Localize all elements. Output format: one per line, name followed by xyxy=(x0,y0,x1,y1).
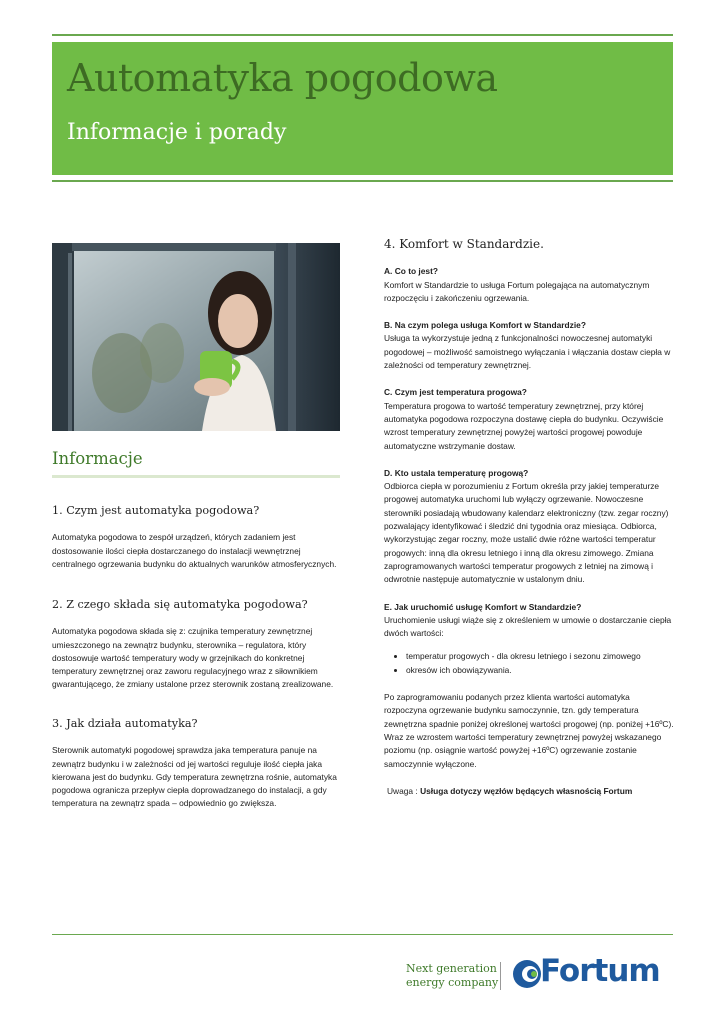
qa-item-b xyxy=(384,319,674,372)
qa-question: A. Co to jest? xyxy=(384,266,438,277)
header-bottom-rule xyxy=(52,180,673,182)
info-body: Automatyka pogodowa składa się z: czujnika temperatury zewnętrznej umieszczonego na zewnątrz budynku, sterownika – regulatora, który dostosowuje wartość temperatury wody w grzejnikach do konkretnej temperatury zewnętrznej oraz zaworu regulacyjnego wraz z siłownikiem gwarantującego, że zmiany ustalone przez sterownik zostaną zrealizowane. xyxy=(52,626,334,690)
header-banner xyxy=(52,42,673,175)
bullet-list xyxy=(384,650,674,677)
note-text: Usługa dotyczy węzłów będących własnością Fortum xyxy=(420,785,633,796)
qa-question: C. Czym jest temperatura progowa? xyxy=(384,387,527,398)
logo-wordmark: Fortum xyxy=(540,953,660,989)
info-item-2 xyxy=(52,598,340,692)
tagline-line-2: energy company xyxy=(406,976,499,989)
section-divider xyxy=(52,475,340,478)
tagline-line-1: Next generation xyxy=(406,962,497,975)
qa-question: B. Na czym polega usługa Komfort w Standardzie? xyxy=(384,320,586,331)
list-item: • okresów ich obowiązywania. xyxy=(406,664,674,677)
note-label: Uwaga : xyxy=(387,785,421,796)
qa-item-e xyxy=(384,601,674,641)
qa-answer: Temperatura progowa to wartość temperatury zewnętrznej, przy której automatyka pogodowa rozpoczyna dostawę ciepła do budynku. Oczywiście wzrost temperatury zewnętrznej powyżej wartości progowej powoduje automatyczne wstrzymanie dostaw. xyxy=(384,400,664,451)
info-heading: 2. Z czego składa się automatyka pogodowa? xyxy=(52,598,308,611)
qa-item-d xyxy=(384,467,674,587)
note xyxy=(384,785,674,798)
woman-with-mug-photo xyxy=(52,243,340,431)
info-item-1 xyxy=(52,504,340,571)
qa-question: D. Kto ustala temperaturę progową? xyxy=(384,467,529,478)
qa-answer: Komfort w Standardzie to usługa Fortum polegająca na automatycznym rozpoczęciu i zakończeniu ogrzewania. xyxy=(384,279,650,303)
info-heading: 3. Jak działa automatyka? xyxy=(52,717,198,730)
info-heading: 1. Czym jest automatyka pogodowa? xyxy=(52,504,260,517)
qa-answer: Odbiorca ciepła w porozumieniu z Fortum określa przy jakiej temperaturze progowej automatyka uruchomi lub wyłączy ogrzewanie. Nowoczesne sterowniki posiadają wbudowany kalendarz elektroniczny (tzw. zegar roczny) pozwalający identyfikować i śledzić dni tygodnia oraz miesiąca. Odbiorca, wykorzystując zegar roczny, może ustalić dwie różne wartości temperatur progowych: inną dla okresu letniego i inną dla okresu zimowego. Zmiana zaprogramowanych wartości temperatur progowych z letniej na zimową i odwrotnie następuje automatycznie w ustalonym dniu. xyxy=(384,481,669,585)
info-body: Automatyka pogodowa to zespół urządzeń, których zadaniem jest dostosowanie ilości ciepła dostarczanego do instalacji wewnętrznej centralnego ogrzewania budynku do aktualnych warunków atmosferycznych. xyxy=(52,532,337,569)
komfort-heading: 4. Komfort w Standardzie. xyxy=(384,237,544,251)
qa-item-c xyxy=(384,386,674,452)
qa-answer: Usługa ta wykorzystuje jedną z funkcjonalności nowoczesnej automatyki pogodowej – możliwość samoistnego wyłączania i włączania dostaw ciepła w zależności od temperatury zewnętrznej. xyxy=(384,333,671,371)
komfort-section xyxy=(384,238,674,798)
footer-rule xyxy=(52,934,673,935)
footer-tagline xyxy=(406,962,498,990)
closing-paragraph: Po zaprogramowaniu podanych przez klienta wartości automatyka rozpoczyna ogrzewanie budynku samoczynnie, tzn. gdy temperatura zewnętrzna spadnie poniżej określonej wartości progowej (np. poniżej +16ºC). Wraz ze wzrostem wartości temperatury zewnętrznej powyżej wskazanego poziomu (np. osiągnie wartość powyżej +16ºC) ogrzewanie zostanie samoczynnie wyłączone. xyxy=(384,692,674,769)
section-title: Informacje xyxy=(52,449,143,468)
info-body: Sterownik automatyki pogodowej sprawdza jaka temperatura panuje na zewnątrz budynku i w zależności od jej wartości reguluje ilość ciepła jaka kierowana jest do budynku. Gdy temperatura zewnętrzna rośnie, automatyka pogodowa ogranicza przepływ ciepła doprowadzanego do instalacji, a gdy temperatura na zewnątrz spada – odpowiednio go zwiększa. xyxy=(52,745,337,809)
qa-question: E. Jak uruchomić usługę Komfort w Standardzie? xyxy=(384,601,582,612)
footer-separator xyxy=(500,962,501,990)
page-title: Automatyka pogodowa xyxy=(67,56,498,100)
top-rule xyxy=(52,34,673,36)
qa-answer: Uruchomienie usługi wiąże się z określeniem w umowie o dostarczanie ciepła dwóch wartości: xyxy=(384,614,672,639)
fortum-logo-icon xyxy=(512,956,542,997)
qa-item-a xyxy=(384,265,674,305)
list-item: • temperatur progowych - dla okresu letniego i sezonu zimowego xyxy=(406,650,674,663)
info-item-3 xyxy=(52,717,340,811)
info-section xyxy=(52,449,340,478)
page-subtitle: Informacje i porady xyxy=(67,120,287,145)
